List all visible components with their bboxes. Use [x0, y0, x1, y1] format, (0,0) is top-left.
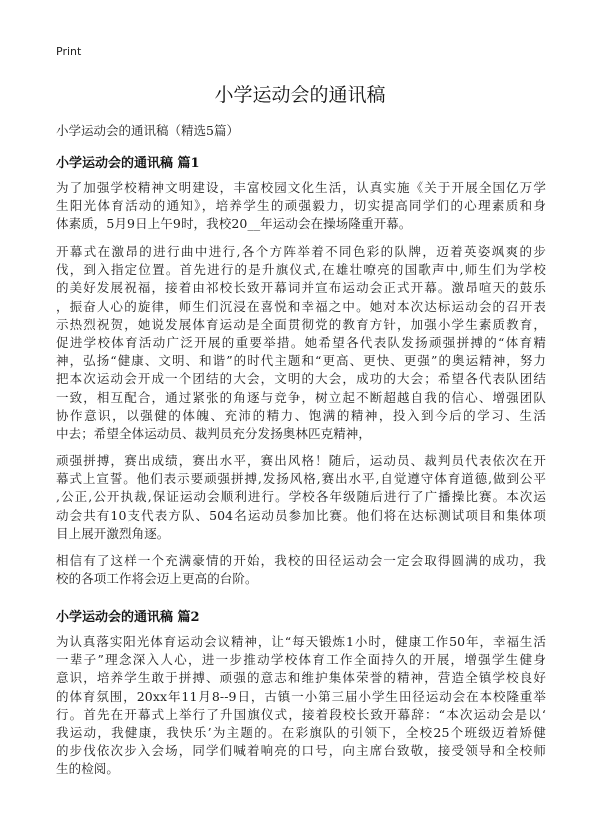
paragraph-line: ，振奋人心的旋律，师生们沉浸在喜悦和幸福之中。她对本次达标运动会的召开表 [56, 298, 546, 314]
paragraph-line: 意识，培养学生敢于拼搏、顽强的意志和维护集体荣誉的精神，营造全镇学校良好 [56, 670, 546, 686]
paragraph [56, 633, 546, 779]
paragraph-line: 顽强拼搏，赛出成绩，赛出水平，赛出风格！随后，运动员、裁判员代表依次在开 [56, 453, 546, 468]
paragraph-line: 伐，到入指定位置。首先进行的是升旗仪式,在雄壮嘹亮的国歌声中,师生们为学校 [56, 262, 546, 278]
paragraph-line: 幕式上宣誓。他们表示要顽强拼搏,发扬风格,赛出水平,自觉遵守体育道德,做到公平 [56, 471, 546, 487]
paragraph-line: 行。首先在开幕式上举行了升国旗仪式，接着段校长致开幕辞：“本次运动会是以‘ [56, 706, 546, 722]
paragraph-line: 开幕式在激昂的进行曲中进行,各个方阵举着不同色彩的队牌，迈着英姿飒爽的步 [56, 244, 546, 259]
print-label[interactable]: Print [56, 45, 82, 58]
paragraph-line: 的体育氛围，20xx年11月8--9日，古镇一小第三届小学生田径运动会在本校隆重举 [56, 688, 546, 704]
paragraph-line: 把本次运动会开成一个团结的大会，文明的大会，成功的大会；希望各代表队团结 [56, 371, 546, 387]
paragraph-line: 协作意识，以强健的体魄、充沛的精力、饱满的精神，投入到今后的学习、生活 [56, 407, 546, 423]
paragraph-line: 生的检阅。 [56, 761, 120, 777]
section-heading-1: 小学运动会的通讯稿 篇1 [56, 156, 200, 171]
paragraph [56, 243, 546, 443]
section-heading-2: 小学运动会的通讯稿 篇2 [56, 610, 200, 625]
paragraph-line: 体素质，5月9日上午9时，我校20__年运动会在操场隆重开幕。 [56, 216, 412, 232]
paragraph-line: 生阳光体育活动的通知》，培养学生的顽强毅力，切实提高同学们的心理素质和身 [56, 198, 546, 214]
paragraph-line: 神，弘扬“健康、文明、和谐”的时代主题和“更高、更快、更强”的奥运精神，努力 [56, 353, 546, 369]
paragraph-line: 的美好发展祝福，接着由祁校长致开幕词并宣布运动会正式开幕。激昂喧天的鼓乐 [56, 280, 546, 296]
paragraph-line: 为了加强学校精神文明建设，丰富校园文化生活，认真实施《关于开展全国亿万学 [56, 180, 546, 195]
paragraph-line: 我运动，我健康，我快乐’为主题的。在彩旗队的引领下，全校25个班级迈着矫健 [56, 725, 546, 741]
paragraph-line: 校的各项工作将会迈上更高的台阶。 [56, 571, 258, 587]
paragraph-line: 的步伐依次步入会场，同学们喊着响亮的口号，向主席台致敬，接受领导和全校师 [56, 743, 546, 759]
paragraph-line: 示热烈祝贺，她说发展体育运动是全面贯彻党的教育方针，加强小学生素质教育， [56, 316, 546, 332]
paragraph [56, 452, 546, 543]
page-title: 小学运动会的通讯稿 [214, 84, 386, 106]
paragraph [56, 552, 546, 588]
document-subtitle: 小学运动会的通讯稿（精选5篇） [56, 123, 239, 138]
paragraph-line: ,公正,公开执裁,保证运动会顺利进行。学校各年级随后进行了广播操比赛。本次运 [56, 489, 546, 505]
paragraph-line: 中去；希望全体运动员、裁判员充分发扬奥林匹克精神， [56, 426, 372, 442]
paragraph-line: 动会共有10支代表方队、504名运动员参加比赛。他们将在达标测试项目和集体项 [56, 507, 546, 523]
paragraph-line: 一致，相互配合，通过紧张的角逐与竞争，树立起不断超越自我的信心、增强团队 [56, 389, 546, 405]
paragraph [56, 179, 546, 234]
paragraph-line: 促进学校体育活动广泛开展的重要举措。她希望各代表队发扬顽强拼搏的“体育精 [56, 335, 546, 351]
paragraph-line: 目上展开激烈角逐。 [56, 525, 170, 541]
paragraph-line: 为认真落实阳光体育运动会议精神，让“每天锻炼1小时，健康工作50年，幸福生活 [56, 634, 546, 649]
paragraph-line: 相信有了这样一个充满豪情的开始，我校的田径运动会一定会取得圆满的成功，我 [56, 553, 546, 568]
paragraph-line: 一辈子”理念深入人心，进一步推动学校体育工作全面持久的开展，增强学生健身 [56, 652, 546, 668]
